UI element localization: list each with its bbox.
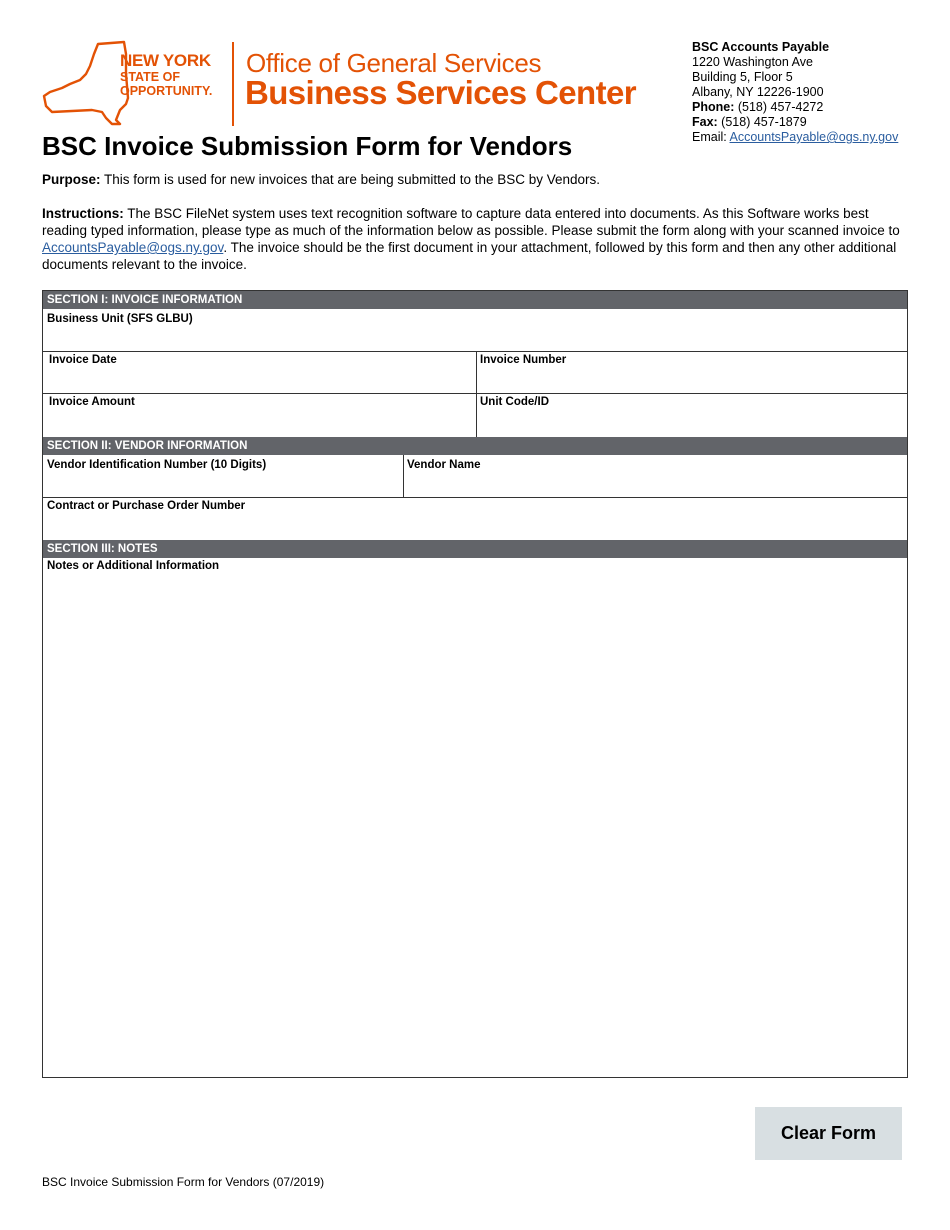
contact-phone — [692, 100, 898, 115]
vendor-id-field[interactable] — [43, 455, 403, 498]
center-name: Business Services Center — [245, 74, 636, 111]
instructions-body-1: The BSC FileNet system uses text recognition software to capture data entered into documents. As this Software works best reading typed information, please type as much of the information below as possible. Please submit the form along with your scanned invoice to — [42, 206, 900, 238]
invoice-date-label: Invoice Date — [49, 354, 117, 366]
vendor-id-label: Vendor Identification Number (10 Digits) — [47, 459, 267, 471]
vendor-name-label: Vendor Name — [407, 459, 481, 471]
notes-label: Notes or Additional Information — [47, 560, 220, 572]
footer-form-id: BSC Invoice Submission Form for Vendors (07/2019) — [42, 1175, 325, 1189]
instructions-label: Instructions: — [42, 206, 124, 221]
email-label: Email: — [692, 130, 730, 144]
contact-building: Building 5, Floor 5 — [692, 70, 793, 84]
instructions-email-link[interactable]: AccountsPayable@ogs.ny.gov — [42, 240, 224, 255]
business-unit-label: Business Unit (SFS GLBU) — [47, 313, 193, 325]
section-2-column-divider — [403, 455, 404, 498]
fax-label: Fax: — [692, 115, 718, 129]
section-1-header: SECTION I: INVOICE INFORMATION — [43, 291, 907, 309]
invoice-amount-label: Invoice Amount — [49, 396, 135, 408]
nys-ogs-logo — [40, 40, 636, 128]
contract-po-field[interactable] — [43, 498, 907, 540]
section-3-header: SECTION III: NOTES — [43, 540, 907, 558]
contact-email-link[interactable]: AccountsPayable@ogs.ny.gov — [729, 130, 899, 144]
phone-label: Phone: — [692, 100, 735, 114]
business-unit-field[interactable] — [43, 309, 907, 352]
purpose-label: Purpose: — [42, 172, 101, 187]
clear-form-button[interactable]: Clear Form — [755, 1107, 902, 1160]
purpose-body: This form is used for new invoices that are being submitted to the BSC by Vendors. — [100, 172, 601, 187]
notes-field[interactable] — [43, 558, 907, 1077]
purpose-text — [42, 172, 600, 187]
invoice-date-field[interactable] — [43, 352, 476, 394]
logo-divider — [232, 42, 234, 126]
new-york-state-map-icon — [40, 40, 130, 128]
invoice-amount-field[interactable] — [43, 394, 476, 437]
contact-heading: BSC Accounts Payable — [692, 40, 830, 54]
unit-code-field[interactable] — [476, 394, 907, 437]
invoice-form — [42, 290, 908, 1078]
section-2-header: SECTION II: VENDOR INFORMATION — [43, 437, 907, 455]
logo-state-name: NEW YORK — [120, 51, 211, 70]
contact-email — [692, 130, 898, 145]
invoice-number-field[interactable] — [476, 352, 907, 394]
contact-block — [692, 40, 898, 145]
invoice-number-label: Invoice Number — [480, 354, 567, 366]
contact-street: 1220 Washington Ave — [692, 55, 813, 69]
unit-code-label: Unit Code/ID — [480, 396, 549, 408]
contact-city: Albany, NY 12226-1900 — [692, 85, 824, 99]
instructions-text — [42, 205, 912, 273]
office-name: Office of General Services — [246, 48, 542, 78]
logo-tagline-2: OPPORTUNITY. — [120, 84, 213, 98]
section-1-column-divider — [476, 352, 477, 437]
contract-po-label: Contract or Purchase Order Number — [47, 500, 246, 512]
fax-value: (518) 457-1879 — [717, 115, 807, 129]
phone-value: (518) 457-4272 — [734, 100, 824, 114]
logo-tagline-1: STATE OF — [120, 70, 180, 84]
page-title: BSC Invoice Submission Form for Vendors — [42, 131, 573, 161]
instructions-body-2: . The invoice should be the first document in your attachment, followed by this form and then any other additional documents relevant to the invoice. — [42, 240, 897, 272]
vendor-name-field[interactable] — [403, 455, 907, 498]
contact-fax — [692, 115, 898, 130]
logo-wordmark — [120, 52, 212, 98]
